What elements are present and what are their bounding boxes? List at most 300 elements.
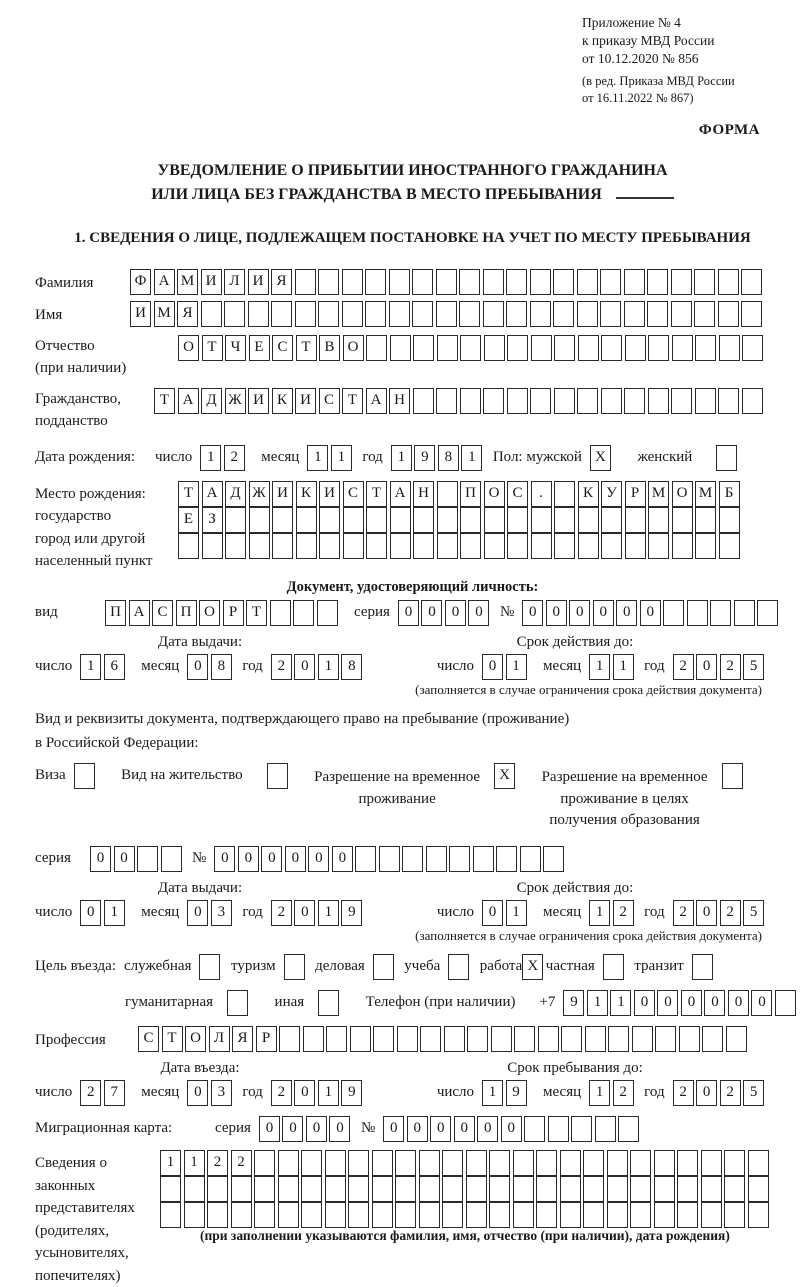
char-box[interactable] [231, 1176, 252, 1202]
char-box[interactable]: Т [202, 335, 223, 361]
char-box[interactable]: X [522, 954, 543, 980]
char-box[interactable] [672, 507, 693, 533]
char-box[interactable]: Т [296, 335, 317, 361]
char-box[interactable]: 1 [589, 654, 610, 680]
char-box[interactable]: 1 [318, 900, 339, 926]
char-box[interactable] [554, 388, 575, 414]
char-box[interactable] [624, 269, 645, 295]
char-box[interactable] [342, 301, 363, 327]
char-box[interactable]: 2 [720, 1080, 741, 1106]
char-box[interactable]: Ф [130, 269, 151, 295]
char-box[interactable] [419, 1202, 440, 1228]
char-box[interactable] [319, 533, 340, 559]
char-box[interactable]: И [248, 269, 269, 295]
char-box[interactable]: 2 [224, 445, 245, 471]
char-box[interactable] [577, 269, 598, 295]
char-box[interactable]: Я [271, 269, 292, 295]
char-box[interactable] [318, 301, 339, 327]
char-box[interactable] [420, 1026, 441, 1052]
char-box[interactable] [607, 1176, 628, 1202]
char-box[interactable]: 0 [332, 846, 353, 872]
char-box[interactable]: 2 [673, 900, 694, 926]
char-box[interactable] [301, 1176, 322, 1202]
char-box[interactable]: 2 [613, 1080, 634, 1106]
char-box[interactable] [419, 1150, 440, 1176]
char-box[interactable] [284, 954, 305, 980]
char-box[interactable] [442, 1150, 463, 1176]
char-box[interactable] [325, 1150, 346, 1176]
char-box[interactable] [389, 301, 410, 327]
purpose-other-checkbox[interactable] [318, 990, 342, 1016]
char-box[interactable]: Н [389, 388, 410, 414]
char-box[interactable] [618, 1116, 639, 1142]
char-box[interactable] [724, 1150, 745, 1176]
char-box[interactable]: 0 [546, 600, 567, 626]
char-box[interactable] [343, 533, 364, 559]
char-box[interactable] [270, 600, 291, 626]
char-box[interactable] [402, 846, 423, 872]
char-box[interactable] [530, 388, 551, 414]
char-box[interactable] [722, 763, 743, 789]
char-box[interactable] [460, 533, 481, 559]
char-box[interactable] [530, 269, 551, 295]
char-box[interactable] [278, 1202, 299, 1228]
char-box[interactable]: 1 [307, 445, 328, 471]
char-box[interactable] [608, 1026, 629, 1052]
char-box[interactable] [648, 388, 669, 414]
char-box[interactable] [460, 388, 481, 414]
char-box[interactable] [536, 1202, 557, 1228]
char-box[interactable]: 1 [160, 1150, 181, 1176]
char-box[interactable] [365, 269, 386, 295]
char-box[interactable] [719, 507, 740, 533]
char-box[interactable] [483, 388, 504, 414]
char-box[interactable] [583, 1176, 604, 1202]
char-box[interactable] [202, 533, 223, 559]
char-box[interactable]: 1 [587, 990, 608, 1016]
char-box[interactable] [318, 269, 339, 295]
char-box[interactable] [506, 301, 527, 327]
char-box[interactable] [701, 1202, 722, 1228]
char-box[interactable]: А [202, 481, 223, 507]
char-box[interactable]: 0 [593, 600, 614, 626]
char-box[interactable]: Ч [225, 335, 246, 361]
char-box[interactable] [343, 507, 364, 533]
char-box[interactable] [583, 1150, 604, 1176]
char-box[interactable] [607, 1150, 628, 1176]
char-box[interactable] [543, 846, 564, 872]
char-box[interactable] [303, 1026, 324, 1052]
char-box[interactable] [460, 335, 481, 361]
char-box[interactable] [702, 1026, 723, 1052]
char-box[interactable]: X [590, 445, 611, 471]
char-box[interactable] [513, 1176, 534, 1202]
char-box[interactable] [701, 1150, 722, 1176]
char-box[interactable]: Д [225, 481, 246, 507]
char-box[interactable]: О [484, 481, 505, 507]
char-box[interactable] [272, 533, 293, 559]
char-box[interactable] [695, 507, 716, 533]
char-box[interactable] [724, 1202, 745, 1228]
char-box[interactable] [719, 533, 740, 559]
char-box[interactable]: 8 [438, 445, 459, 471]
char-box[interactable] [654, 1202, 675, 1228]
char-box[interactable] [348, 1176, 369, 1202]
char-box[interactable]: 0 [294, 654, 315, 680]
char-box[interactable] [459, 269, 480, 295]
char-box[interactable] [716, 445, 737, 471]
char-box[interactable] [436, 269, 457, 295]
char-box[interactable]: 1 [461, 445, 482, 471]
char-box[interactable]: П [176, 600, 197, 626]
char-box[interactable] [448, 954, 469, 980]
char-box[interactable] [647, 269, 668, 295]
char-box[interactable] [601, 388, 622, 414]
char-box[interactable]: 1 [318, 654, 339, 680]
char-box[interactable] [437, 533, 458, 559]
char-box[interactable] [603, 954, 624, 980]
char-box[interactable] [473, 846, 494, 872]
char-box[interactable] [531, 507, 552, 533]
char-box[interactable] [426, 846, 447, 872]
char-box[interactable]: Д [201, 388, 222, 414]
char-box[interactable]: 2 [271, 654, 292, 680]
char-box[interactable] [442, 1202, 463, 1228]
char-box[interactable] [578, 533, 599, 559]
char-box[interactable]: 0 [482, 900, 503, 926]
char-box[interactable] [630, 1202, 651, 1228]
char-box[interactable] [372, 1150, 393, 1176]
char-box[interactable]: 1 [482, 1080, 503, 1106]
char-box[interactable] [536, 1150, 557, 1176]
char-box[interactable]: А [366, 388, 387, 414]
char-box[interactable]: 0 [569, 600, 590, 626]
char-box[interactable] [718, 301, 739, 327]
purpose-transit-checkbox[interactable] [692, 954, 716, 980]
char-box[interactable]: 9 [414, 445, 435, 471]
char-box[interactable] [726, 1026, 747, 1052]
char-box[interactable] [531, 533, 552, 559]
char-box[interactable] [395, 1150, 416, 1176]
char-box[interactable]: 0 [728, 990, 749, 1016]
char-box[interactable] [577, 388, 598, 414]
char-box[interactable]: 2 [673, 654, 694, 680]
edu-permit-checkbox[interactable] [722, 763, 746, 789]
char-box[interactable]: Р [625, 481, 646, 507]
char-box[interactable] [536, 1176, 557, 1202]
char-box[interactable]: 0 [696, 654, 717, 680]
char-box[interactable] [459, 301, 480, 327]
char-box[interactable] [484, 335, 505, 361]
char-box[interactable]: 2 [271, 900, 292, 926]
char-box[interactable] [296, 533, 317, 559]
char-box[interactable] [160, 1202, 181, 1228]
char-box[interactable]: 9 [506, 1080, 527, 1106]
char-box[interactable]: И [295, 388, 316, 414]
char-box[interactable]: 0 [657, 990, 678, 1016]
char-box[interactable] [514, 1026, 535, 1052]
char-box[interactable] [483, 301, 504, 327]
char-box[interactable] [390, 335, 411, 361]
char-box[interactable] [600, 269, 621, 295]
char-box[interactable] [348, 1202, 369, 1228]
char-box[interactable]: С [319, 388, 340, 414]
char-box[interactable] [389, 269, 410, 295]
char-box[interactable] [561, 1026, 582, 1052]
char-box[interactable] [413, 507, 434, 533]
char-box[interactable]: 9 [341, 1080, 362, 1106]
char-box[interactable] [538, 1026, 559, 1052]
char-box[interactable] [161, 846, 182, 872]
char-box[interactable]: 1 [506, 900, 527, 926]
char-box[interactable]: 1 [184, 1150, 205, 1176]
char-box[interactable]: И [272, 481, 293, 507]
char-box[interactable] [687, 600, 708, 626]
char-box[interactable]: 5 [743, 1080, 764, 1106]
char-box[interactable]: 0 [634, 990, 655, 1016]
char-box[interactable]: 1 [104, 900, 125, 926]
char-box[interactable]: . [531, 481, 552, 507]
char-box[interactable]: П [105, 600, 126, 626]
char-box[interactable]: 0 [259, 1116, 280, 1142]
char-box[interactable] [577, 301, 598, 327]
char-box[interactable] [326, 1026, 347, 1052]
char-box[interactable]: 0 [80, 900, 101, 926]
char-box[interactable] [249, 507, 270, 533]
char-box[interactable] [679, 1026, 700, 1052]
char-box[interactable] [295, 269, 316, 295]
char-box[interactable] [741, 301, 762, 327]
char-box[interactable] [601, 335, 622, 361]
char-box[interactable]: 0 [477, 1116, 498, 1142]
char-box[interactable]: 0 [187, 654, 208, 680]
char-box[interactable] [554, 481, 575, 507]
char-box[interactable]: 8 [341, 654, 362, 680]
purpose-private-checkbox[interactable] [603, 954, 627, 980]
char-box[interactable] [671, 301, 692, 327]
char-box[interactable] [624, 388, 645, 414]
char-box[interactable]: 2 [673, 1080, 694, 1106]
char-box[interactable]: 0 [696, 1080, 717, 1106]
char-box[interactable] [648, 335, 669, 361]
char-box[interactable] [484, 533, 505, 559]
char-box[interactable] [724, 1176, 745, 1202]
char-box[interactable]: 0 [282, 1116, 303, 1142]
char-box[interactable]: 3 [211, 900, 232, 926]
char-box[interactable] [718, 388, 739, 414]
char-box[interactable] [560, 1176, 581, 1202]
char-box[interactable] [601, 533, 622, 559]
char-box[interactable]: 7 [104, 1080, 125, 1106]
char-box[interactable] [741, 269, 762, 295]
char-box[interactable] [413, 388, 434, 414]
char-box[interactable]: Е [249, 335, 270, 361]
char-box[interactable] [325, 1202, 346, 1228]
char-box[interactable] [513, 1202, 534, 1228]
char-box[interactable] [293, 600, 314, 626]
char-box[interactable] [531, 335, 552, 361]
char-box[interactable] [513, 1150, 534, 1176]
char-box[interactable] [648, 533, 669, 559]
char-box[interactable] [757, 600, 778, 626]
char-box[interactable]: О [199, 600, 220, 626]
char-box[interactable]: 0 [681, 990, 702, 1016]
char-box[interactable] [560, 1202, 581, 1228]
char-box[interactable] [654, 1176, 675, 1202]
char-box[interactable] [207, 1176, 228, 1202]
char-box[interactable] [578, 507, 599, 533]
char-box[interactable]: 0 [468, 600, 489, 626]
char-box[interactable] [530, 301, 551, 327]
char-box[interactable]: О [672, 481, 693, 507]
char-box[interactable]: Ж [225, 388, 246, 414]
char-box[interactable]: Б [719, 481, 740, 507]
char-box[interactable]: К [296, 481, 317, 507]
char-box[interactable]: У [601, 481, 622, 507]
char-box[interactable] [373, 954, 394, 980]
char-box[interactable]: 5 [743, 654, 764, 680]
char-box[interactable] [583, 1202, 604, 1228]
char-box[interactable]: К [578, 481, 599, 507]
char-box[interactable] [585, 1026, 606, 1052]
char-box[interactable] [178, 533, 199, 559]
char-box[interactable] [201, 301, 222, 327]
char-box[interactable]: 0 [187, 900, 208, 926]
char-box[interactable] [412, 269, 433, 295]
char-box[interactable]: 0 [214, 846, 235, 872]
char-box[interactable]: Н [413, 481, 434, 507]
char-box[interactable] [366, 533, 387, 559]
char-box[interactable]: 0 [501, 1116, 522, 1142]
char-box[interactable]: 0 [383, 1116, 404, 1142]
char-box[interactable] [74, 763, 95, 789]
char-box[interactable] [654, 1150, 675, 1176]
char-box[interactable] [719, 335, 740, 361]
char-box[interactable] [507, 533, 528, 559]
char-box[interactable] [655, 1026, 676, 1052]
char-box[interactable]: Л [224, 269, 245, 295]
char-box[interactable] [554, 335, 575, 361]
char-box[interactable] [695, 335, 716, 361]
char-box[interactable]: 2 [80, 1080, 101, 1106]
char-box[interactable] [625, 335, 646, 361]
char-box[interactable]: 0 [398, 600, 419, 626]
char-box[interactable] [301, 1202, 322, 1228]
char-box[interactable]: Т [342, 388, 363, 414]
char-box[interactable] [224, 301, 245, 327]
char-box[interactable] [437, 481, 458, 507]
char-box[interactable] [624, 301, 645, 327]
char-box[interactable]: 2 [720, 900, 741, 926]
char-box[interactable] [412, 301, 433, 327]
char-box[interactable]: И [248, 388, 269, 414]
char-box[interactable]: 1 [589, 900, 610, 926]
char-box[interactable] [742, 335, 763, 361]
char-box[interactable] [554, 507, 575, 533]
char-box[interactable] [694, 301, 715, 327]
char-box[interactable]: Е [178, 507, 199, 533]
char-box[interactable] [718, 269, 739, 295]
purpose-business-checkbox[interactable] [373, 954, 397, 980]
char-box[interactable] [248, 301, 269, 327]
char-box[interactable]: 9 [341, 900, 362, 926]
char-box[interactable] [663, 600, 684, 626]
char-box[interactable]: 5 [743, 900, 764, 926]
char-box[interactable]: 0 [308, 846, 329, 872]
char-box[interactable] [350, 1026, 371, 1052]
char-box[interactable] [466, 1150, 487, 1176]
char-box[interactable]: 0 [421, 600, 442, 626]
char-box[interactable]: 0 [306, 1116, 327, 1142]
char-box[interactable] [466, 1202, 487, 1228]
char-box[interactable] [278, 1176, 299, 1202]
char-box[interactable] [595, 1116, 616, 1142]
char-box[interactable]: 1 [331, 445, 352, 471]
char-box[interactable]: Т [366, 481, 387, 507]
char-box[interactable] [701, 1176, 722, 1202]
char-box[interactable] [560, 1150, 581, 1176]
char-box[interactable]: Т [154, 388, 175, 414]
char-box[interactable] [419, 1176, 440, 1202]
char-box[interactable]: Т [246, 600, 267, 626]
char-box[interactable] [630, 1150, 651, 1176]
char-box[interactable]: 1 [613, 654, 634, 680]
char-box[interactable] [184, 1176, 205, 1202]
char-box[interactable]: 2 [720, 654, 741, 680]
char-box[interactable]: 0 [704, 990, 725, 1016]
char-box[interactable]: 0 [261, 846, 282, 872]
char-box[interactable]: О [185, 1026, 206, 1052]
char-box[interactable] [648, 507, 669, 533]
char-box[interactable] [137, 846, 158, 872]
char-box[interactable] [695, 388, 716, 414]
char-box[interactable] [630, 1176, 651, 1202]
char-box[interactable] [272, 507, 293, 533]
char-box[interactable] [600, 301, 621, 327]
char-box[interactable] [524, 1116, 545, 1142]
char-box[interactable]: 0 [90, 846, 111, 872]
char-box[interactable] [507, 507, 528, 533]
char-box[interactable]: М [695, 481, 716, 507]
char-box[interactable]: М [177, 269, 198, 295]
char-box[interactable]: 0 [294, 900, 315, 926]
char-box[interactable]: 0 [294, 1080, 315, 1106]
char-box[interactable]: 1 [589, 1080, 610, 1106]
char-box[interactable]: 0 [482, 654, 503, 680]
char-box[interactable] [295, 301, 316, 327]
char-box[interactable] [366, 507, 387, 533]
char-box[interactable] [390, 507, 411, 533]
char-box[interactable]: 1 [506, 654, 527, 680]
char-box[interactable]: 0 [187, 1080, 208, 1106]
residence-permit-checkbox[interactable] [267, 763, 291, 789]
char-box[interactable]: 3 [211, 1080, 232, 1106]
char-box[interactable]: И [130, 301, 151, 327]
visa-checkbox[interactable] [74, 763, 98, 789]
char-box[interactable]: О [343, 335, 364, 361]
char-box[interactable] [348, 1150, 369, 1176]
char-box[interactable] [372, 1202, 393, 1228]
char-box[interactable] [460, 507, 481, 533]
char-box[interactable] [748, 1202, 769, 1228]
char-box[interactable] [578, 335, 599, 361]
char-box[interactable] [372, 1176, 393, 1202]
char-box[interactable] [254, 1150, 275, 1176]
char-box[interactable] [467, 1026, 488, 1052]
char-box[interactable]: А [154, 269, 175, 295]
char-box[interactable]: 0 [616, 600, 637, 626]
char-box[interactable] [437, 335, 458, 361]
